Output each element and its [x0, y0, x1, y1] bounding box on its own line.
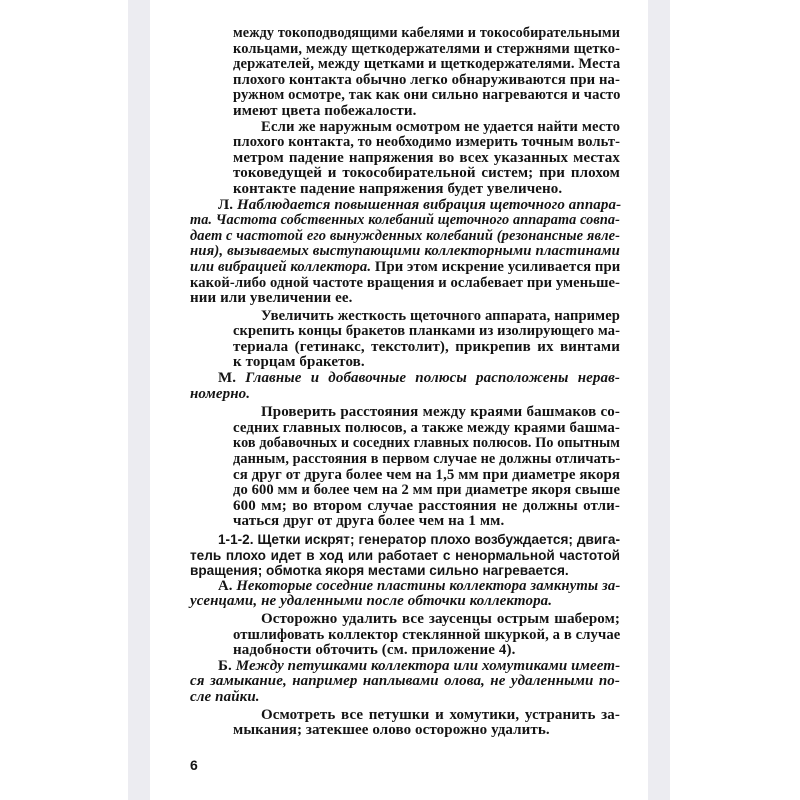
document-page	[150, 0, 648, 800]
page-shadow-right	[648, 0, 670, 800]
text-line: Осторожно удалить все заусенцы острым шабером;	[261, 610, 620, 627]
text-line: нии или увеличении ее.	[190, 290, 353, 307]
remedy-paragraph	[190, 405, 620, 530]
text-line: к торцам бракетов.	[233, 354, 365, 371]
text-line: метром падение напряжения во всех указанных местах	[233, 149, 620, 166]
paragraph	[190, 26, 620, 120]
text-line: между токоподводящими кабелями и токособирательными	[233, 25, 620, 41]
text-line: какой-либо одной частоте вращения и ослабевает при уменьше-	[190, 274, 621, 291]
text-line: Осмотреть все петушки и хомутики, устранить за-	[261, 706, 620, 723]
page-shadow-left	[128, 0, 150, 800]
cause-marker: М.	[218, 370, 237, 387]
heading-line: 1-1-2. Щетки искрят; генератор плохо возбуждается; двига-	[218, 532, 620, 547]
text-line: имеют цвета побежалости.	[233, 102, 417, 119]
cause-text: или вибрацией коллектора.	[190, 258, 372, 275]
remedy-paragraph	[190, 708, 620, 739]
text-line: ния), вызываемых выступающими коллекторными пластинами	[190, 243, 620, 260]
text-line: Увеличить жесткость щеточного аппарата, например	[261, 307, 621, 324]
page-text	[190, 26, 620, 739]
cause-marker: Б.	[218, 657, 232, 674]
text-line: ков добавочных и соседних главных полюсов. По опытным	[233, 435, 620, 452]
cause-marker: А.	[218, 577, 233, 594]
text-line: сле пайки.	[190, 688, 260, 705]
cause-paragraph-m	[190, 371, 620, 402]
text-line: номерно.	[190, 385, 251, 402]
text-line: Если же наружным осмотром не удается найти место	[261, 118, 621, 135]
text-line: данным, расстояния в первом случае не должны отличать-	[233, 451, 621, 468]
text-line: 600 мм; во втором случае расстояния не должны отли-	[233, 497, 620, 514]
cause-paragraph-l	[190, 198, 620, 307]
text-line	[218, 371, 620, 387]
cause-continuation: При этом искрение усиливается при	[374, 258, 621, 275]
section-heading	[190, 532, 620, 579]
text-line: мыкания; затекшее олово осторожно удалить.	[233, 722, 550, 739]
text-line: до 600 мм и более чем на 2 мм при диаметре якоря свыше	[233, 482, 621, 499]
text-line: чаться друг от друга более чем на 1 мм.	[233, 513, 505, 530]
cause-text: Между петушками коллектора или хомутиками имеет-	[235, 657, 621, 674]
paragraph	[190, 120, 620, 198]
text-line: териала (гетинакс, текстолит), прикрепив их винтами	[233, 338, 620, 355]
text-line: плохого контакта, то необходимо измерить точным вольт-	[233, 134, 621, 151]
text-line	[190, 260, 620, 276]
cause-paragraph-a	[190, 579, 620, 610]
text-line	[218, 198, 620, 214]
page-number: 6	[190, 757, 198, 773]
remedy-paragraph	[190, 612, 620, 659]
text-line: плохого контакта обычно легко обнаруживаются при на-	[233, 71, 620, 88]
cause-text: Наблюдается повышенная вибрация щеточного аппара-	[237, 196, 622, 213]
text-line: ружном осмотре, так как они сильно нагреваются и часто	[233, 87, 621, 104]
text-line: ся замыкание, например наплывами олова, не удаленными по-	[190, 673, 620, 690]
text-line: седних главных полюсов, а также между краями башма-	[233, 419, 620, 436]
text-line: та. Частота собственных колебаний щеточного аппарата совпа-	[190, 212, 620, 229]
text-line	[218, 659, 620, 675]
text-line: Проверить расстояния между краями башмаков со-	[261, 404, 620, 421]
text-line: усенцами, не удаленными после обточки коллектора.	[190, 593, 553, 610]
remedy-paragraph	[190, 309, 620, 371]
cause-paragraph-b	[190, 659, 620, 706]
text-line: надобности обточить (см. приложение 4).	[233, 642, 516, 659]
cause-marker: Л.	[218, 196, 234, 213]
text-line: скрепить концы бракетов планками из изолирующего ма-	[233, 323, 621, 340]
text-line: ся друг от друга более чем на 1,5 мм при диаметре якоря	[233, 466, 621, 483]
text-line: дает с частотой его вынужденных колебаний (резонансные явле-	[190, 227, 621, 244]
heading-line: вращения; обмотка якоря местами сильно нагревается.	[190, 563, 569, 579]
heading-line: тель плохо идет в ход или работает с ненормальной частотой	[190, 547, 620, 563]
text-line: держателей, между щетками и щеткодержателями. Места	[233, 56, 621, 73]
text-line: контакте падение напряжения будет увеличено.	[233, 180, 563, 197]
text-line: кольцами, между щеткодержателями и стержнями щетко-	[233, 40, 621, 57]
cause-text: Некоторые соседние пластины коллектора замкнуты за-	[236, 577, 621, 594]
text-line: отшлифовать коллектор стеклянной шкуркой, а в случае	[233, 626, 621, 643]
cause-text: Главные и добавочные полюсы расположены нерав-	[245, 370, 620, 387]
text-line: токоведущей и токособирательной систем; при плохом	[233, 165, 620, 182]
text-line	[218, 579, 620, 595]
